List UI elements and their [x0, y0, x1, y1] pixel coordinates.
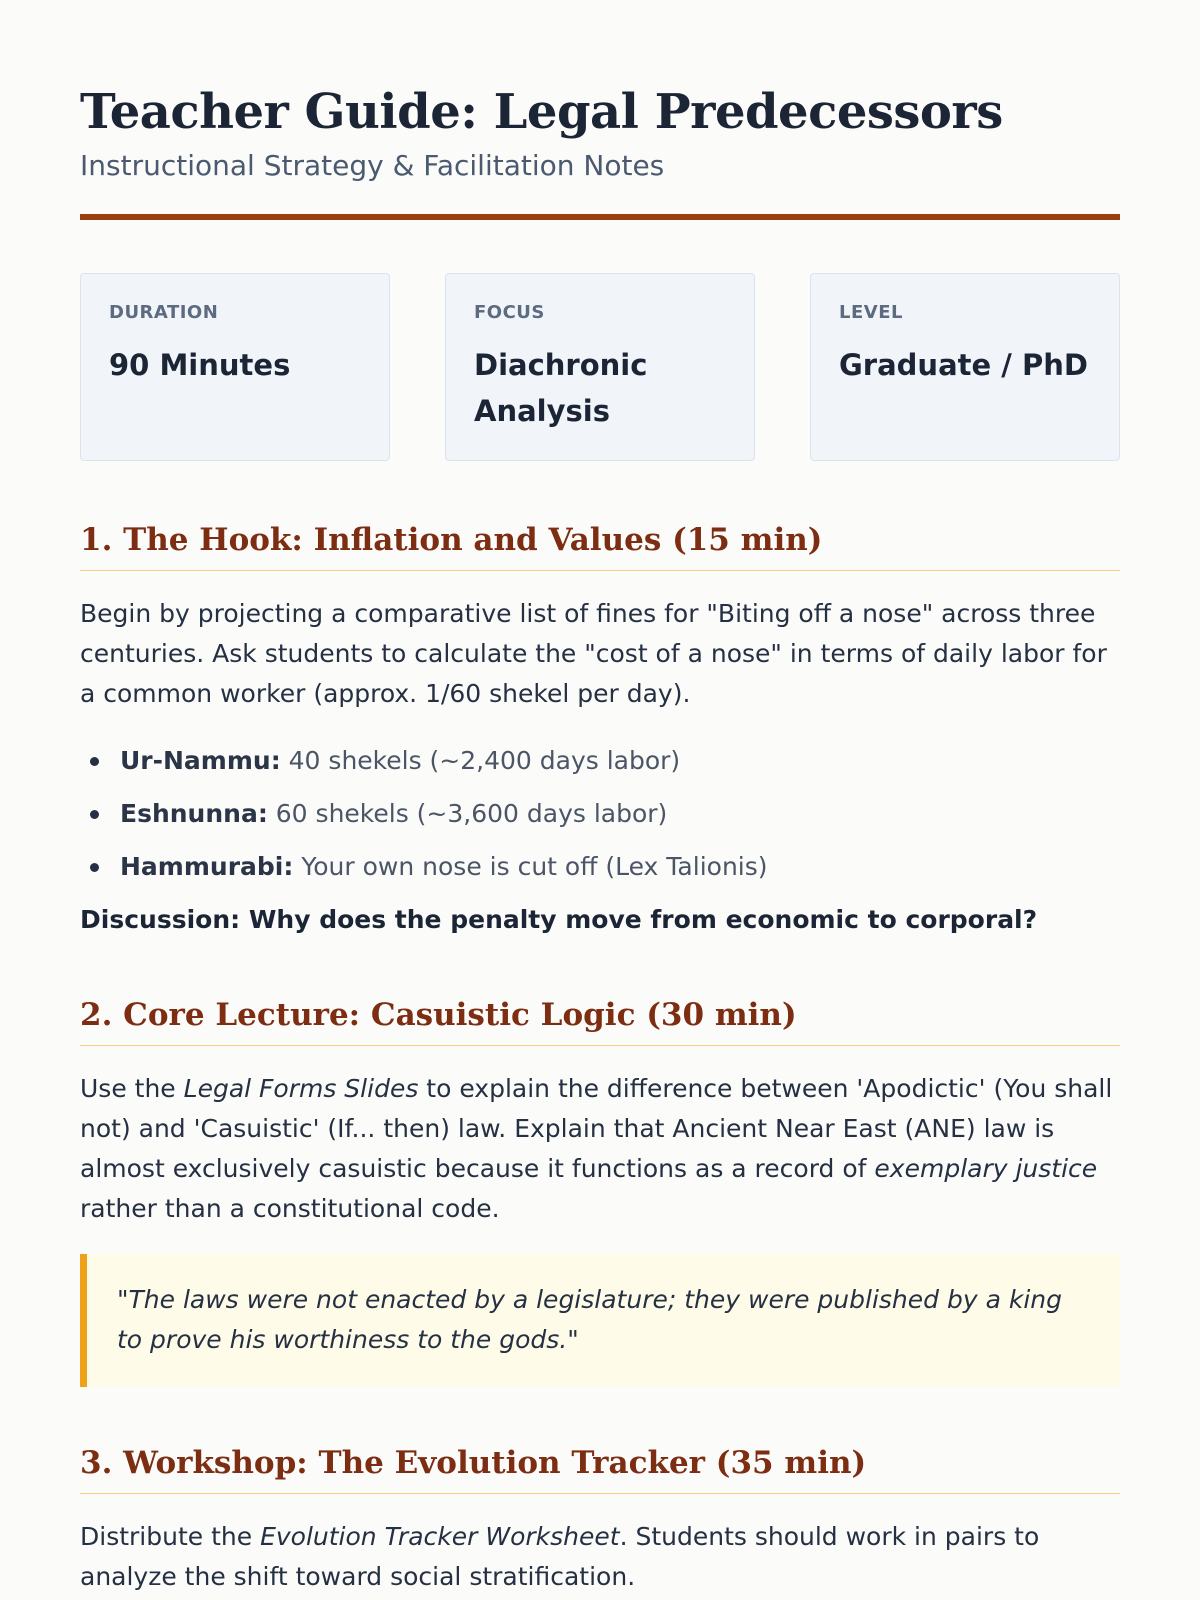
section-workshop-text	[80, 1517, 1120, 1597]
card-value: 90 Minutes	[109, 348, 291, 382]
list-item	[80, 787, 1120, 840]
card-label: DURATION	[109, 302, 219, 323]
list-item-text: 60 shekels (~3,600 days labor)	[275, 799, 668, 828]
text-run: . Students should work in pairs to analyze the shift toward social stratification.	[80, 1522, 1040, 1591]
focus-card	[445, 273, 755, 461]
info-cards	[80, 273, 1120, 463]
bullet-icon	[90, 810, 99, 819]
card-value: Diachronic Analysis	[474, 348, 648, 428]
page-title: Teacher Guide: Legal Predecessors	[80, 84, 1003, 140]
header-divider	[80, 214, 1120, 220]
text-run: rather than a constitutional code.	[80, 1194, 500, 1223]
list-item-text: 40 shekels (~2,400 days labor)	[288, 746, 681, 775]
bullet-icon	[90, 863, 99, 872]
card-value: Graduate / PhD	[839, 348, 1088, 382]
list-item-text: Your own nose is cut off (Lex Talionis)	[301, 852, 768, 881]
section-hook-intro: Begin by projecting a comparative list of fines for "Biting off a nose" across three centuries. Ask students to calculate the "cost of a nose" in terms of daily labor for a common worker (approx. 1/60 shekel per day).	[80, 599, 1107, 708]
pull-quote: "The laws were not enacted by a legislature; they were published by a king to prove his worthiness to the gods."	[80, 1254, 1120, 1387]
text-run: Use the	[80, 1074, 184, 1103]
list-item-name: Ur-Nammu:	[120, 746, 281, 775]
duration-card	[80, 273, 390, 461]
level-card	[810, 273, 1120, 461]
fines-list	[80, 734, 1120, 893]
list-item	[80, 734, 1120, 787]
section-lecture-text	[80, 1069, 1120, 1229]
emphasis-text: exemplary justice	[874, 1154, 1098, 1183]
page-subtitle: Instructional Strategy & Facilitation Notes	[80, 149, 665, 182]
list-item-name: Hammurabi:	[120, 852, 294, 881]
section-heading-workshop: 3. Workshop: The Evolution Tracker (35 min)	[80, 1443, 1120, 1494]
section-heading-hook: 1. The Hook: Inflation and Values (15 min)	[80, 520, 1120, 571]
section-heading-core-lecture: 2. Core Lecture: Casuistic Logic (30 min)	[80, 995, 1120, 1046]
discussion-question: Discussion: Why does the penalty move from economic to corporal?	[80, 905, 1038, 934]
list-item-name: Eshnunna:	[120, 799, 268, 828]
worksheet-reference: Evolution Tracker Worksheet	[260, 1522, 620, 1551]
slides-reference: Legal Forms Slides	[183, 1074, 419, 1103]
text-run: to explain the difference between 'Apodictic' (You shall not) and 'Casuistic' (If... then) law. Explain that Ancient Near East (ANE) law is almost exclusively casuistic because it functions as a record of	[80, 1074, 1113, 1183]
bullet-icon	[90, 757, 99, 766]
list-item	[80, 840, 1120, 893]
card-label: FOCUS	[474, 302, 545, 323]
card-label: LEVEL	[839, 302, 903, 323]
text-run: Distribute the	[80, 1522, 261, 1551]
